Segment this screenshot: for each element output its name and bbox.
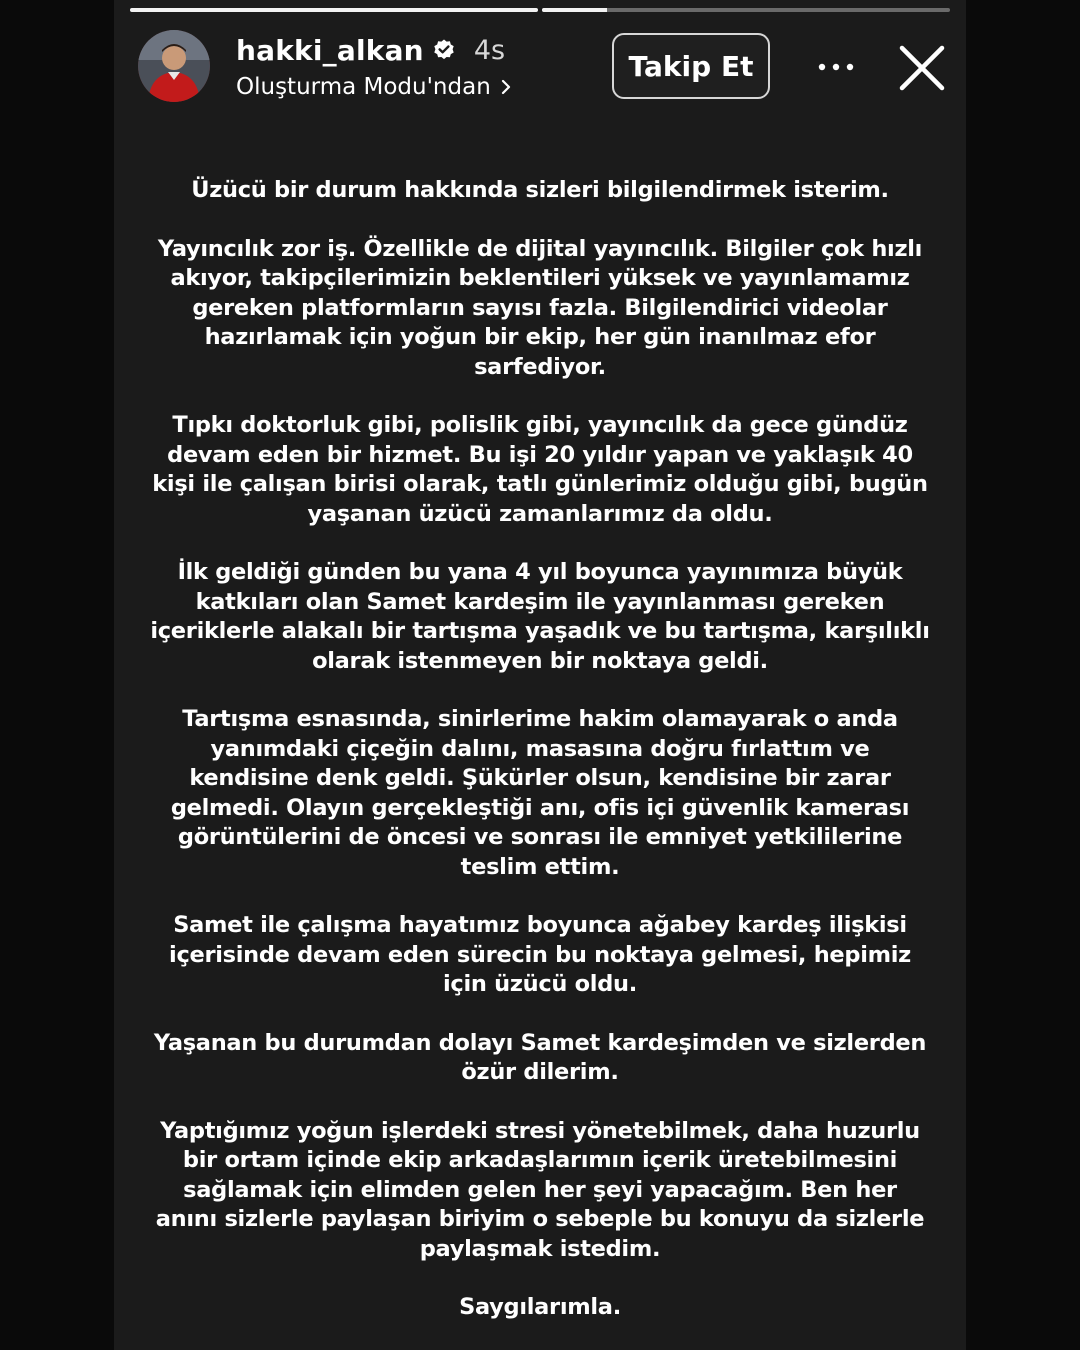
- message-paragraph: İlk geldiği günden bu yana 4 yıl boyunca yayınımıza büyük katkıları olan Samet kardeşim ile yayınlanması gereken içeriklerle alakalı bir tartışma yaşadık ve bu tartışma, karşılıklı olarak istenmeyen bir noktaya geldi.: [150, 559, 930, 674]
- right-backdrop: [966, 0, 1080, 1350]
- follow-button[interactable]: Takip Et: [612, 33, 770, 99]
- avatar[interactable]: [138, 30, 210, 102]
- left-backdrop: [0, 0, 114, 1350]
- story-message: [150, 176, 930, 1350]
- chevron-right-icon: [499, 78, 513, 96]
- message-paragraph: Saygılarımla.: [459, 1294, 621, 1320]
- message-paragraph: Yayıncılık zor iş. Özellikle de dijital yayıncılık. Bilgiler çok hızlı akıyor, takipçilerimizin beklentileri yüksek ve yayınlamamız gereken platformların sayısı fazla. Bilgilendirici videolar hazırlamak için yoğun bir ekip, her gün inanılmaz efor sarfediyor.: [157, 235, 923, 380]
- story-progress-bar-2: [542, 8, 950, 12]
- story-progress-fill-2: [542, 8, 607, 12]
- avatar-image: [138, 30, 210, 102]
- creation-mode-link[interactable]: [236, 72, 513, 102]
- more-options-button[interactable]: [808, 46, 864, 88]
- post-time: 4s: [473, 34, 506, 66]
- creation-mode-label: Oluşturma Modu'ndan: [236, 74, 491, 100]
- story-progress-bar-1: [130, 8, 538, 12]
- more-options-icon: [816, 62, 856, 72]
- message-paragraph: Samet ile çalışma hayatımız boyunca ağabey kardeş ilişkisi içerisinde devam eden sürecin bu noktaya gelmesi, hepimiz için üzücü oldu.: [169, 912, 911, 997]
- username[interactable]: hakki_alkan: [236, 33, 424, 67]
- message-paragraph: Yaşanan bu durumdan dolayı Samet kardeşimden ve sizlerden özür dilerim.: [153, 1029, 927, 1085]
- close-button[interactable]: [894, 40, 950, 96]
- message-paragraph: Tartışma esnasında, sinirlerime hakim olamayarak o anda yanımdaki çiçeğin dalını, masasına doğru fırlattım ve kendisine denk geldi. Şükürler olsun, kendisine bir zarar gelmedi. Olayın gerçekleştiği anı, ofis içi güvenlik kamerası görüntülerini de öncesi ve sonrası ile emniyet yetkililerine teslim ettim.: [170, 706, 910, 880]
- close-icon: [894, 40, 950, 96]
- message-paragraph: Üzücü bir durum hakkında sizleri bilgilendirmek isterim.: [191, 177, 889, 203]
- message-paragraph: Tıpkı doktorluk gibi, polislik gibi, yayıncılık da gece gündüz devam eden bir hizmet. Bu işi 20 yıldır yapan ve yaklaşık 40 kişi ile çalışan birisi olarak, tatlı günlerimiz olduğu gibi, bugün yaşanan üzücü zamanlarımız da oldu.: [152, 412, 928, 527]
- story-progress-fill-1: [130, 8, 538, 12]
- story-header: [236, 32, 505, 68]
- message-paragraph: Yaptığımız yoğun işlerdeki stresi yönetebilmek, daha huzurlu bir ortam içinde ekip arkadaşlarımın içerik üretebilmesini sağlamak için elimden gelen her şeyi yapacağım. Ben her anını sizlerle paylaşan biriyim o sebeple bu konuyu da sizlerle paylaşmak istedim.: [155, 1117, 925, 1262]
- verified-badge-icon: [432, 38, 456, 62]
